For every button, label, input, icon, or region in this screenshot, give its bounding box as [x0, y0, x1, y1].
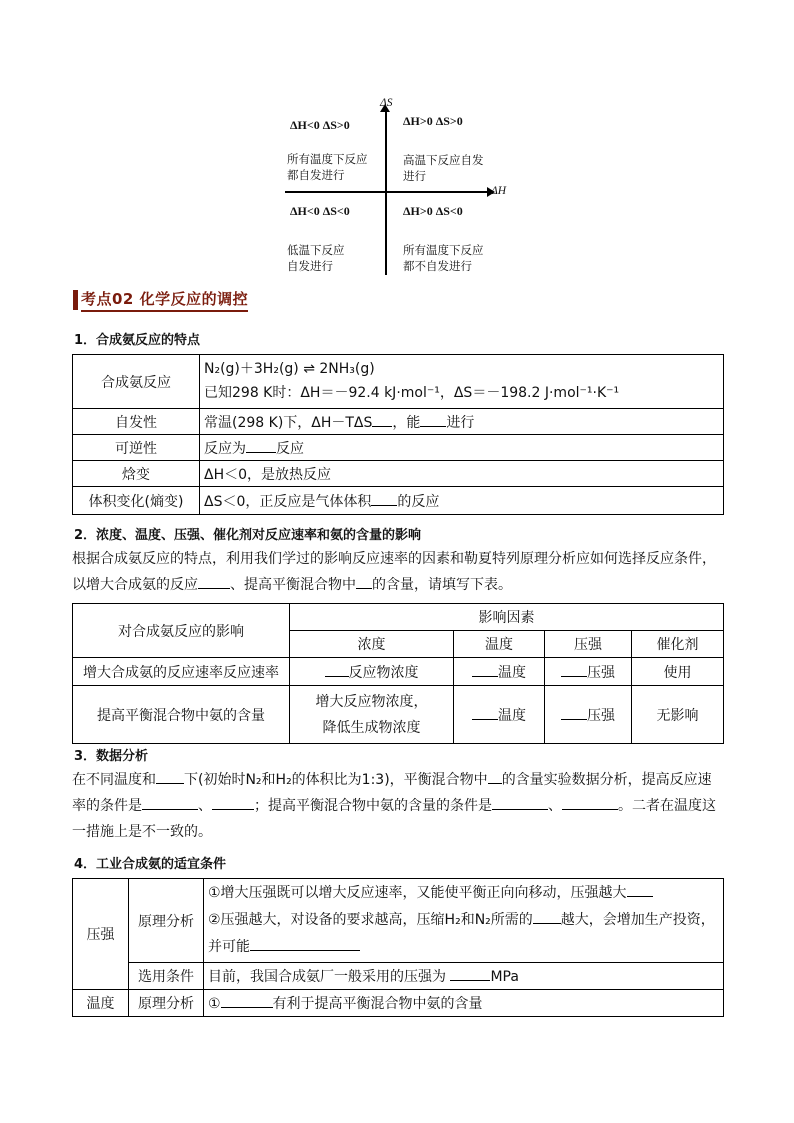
paragraph-2 — [72, 546, 728, 598]
blank[interactable] — [250, 936, 360, 951]
t3-t1-a: ① — [208, 996, 221, 1012]
t1-label-entropy: 体积变化(熵变) — [73, 487, 200, 515]
q2-text: 所有温度下反应都自发进行 — [287, 152, 368, 182]
section-title: 考点02 化学反应的调控 — [81, 288, 248, 312]
t2-row1-cat: 使用 — [632, 658, 724, 686]
para3-l2-e: 。二者在温度这 — [618, 798, 716, 814]
blank[interactable] — [325, 662, 349, 677]
t2-row2-cat: 无影响 — [632, 686, 724, 744]
para3-l2-a: 率的条件是 — [72, 798, 142, 814]
blank[interactable] — [562, 795, 618, 810]
para3-line2 — [72, 793, 728, 819]
t1-r2-text-c: 进行 — [446, 414, 475, 431]
t2-head-factors: 影响因素 — [290, 604, 724, 631]
t3-select-a: 目前，我国合成氨厂一般采用的压强为 — [208, 969, 446, 985]
t1-reaction-cell — [200, 355, 724, 409]
blank[interactable] — [246, 438, 276, 453]
t1-r3-text-a: 反应为 — [204, 440, 246, 457]
table-industrial-conditions — [72, 878, 724, 1017]
heading-1: 1．合成氨反应的特点 — [74, 333, 201, 348]
heading-4: 4．工业合成氨的适宜条件 — [74, 857, 227, 872]
t1-equation: N₂(g)＋3H₂(g) ⇌ 2NH₃(g) — [204, 360, 375, 377]
q2-condition: ΔH<0 ΔS>0 — [290, 118, 350, 132]
t1-label-spontaneity: 自发性 — [73, 409, 200, 435]
t3-label-pressure: 压强 — [73, 879, 129, 990]
blank[interactable] — [198, 574, 230, 589]
t1-label-reaction: 合成氨反应 — [73, 355, 200, 409]
blank[interactable] — [533, 909, 561, 924]
delta-h-label: ΔH — [491, 185, 507, 197]
t2-row2-pres — [545, 686, 632, 744]
paragraph-3 — [72, 767, 728, 845]
blank[interactable] — [420, 412, 446, 427]
blank[interactable] — [221, 993, 273, 1008]
t3-p3-text: 并可能 — [208, 939, 250, 955]
q3-text: 低温下反应自发进行 — [287, 243, 345, 273]
para3-line3: 一措施上是不一致的。 — [72, 824, 212, 840]
t1-r5-text-b: 的反应 — [397, 493, 440, 510]
t1-entropy-cell — [200, 487, 724, 515]
blank[interactable] — [627, 882, 653, 897]
t1-reversibility-cell — [200, 435, 724, 461]
t1-enthalpy-cell: ΔH＜0，是放热反应 — [200, 461, 724, 487]
t3-t1-b: 有利于提高平衡混合物中氨的含量 — [272, 996, 483, 1012]
q1-condition: ΔH>0 ΔS>0 — [403, 114, 463, 128]
q1-text: 高温下反应自发进行 — [403, 153, 484, 183]
t2-row1-label: 增大合成氨的反应速率反应速率 — [73, 658, 290, 686]
t1-r3-text-b: 反应 — [276, 440, 304, 457]
t2-col-pressure: 压强 — [545, 631, 632, 658]
q3-condition: ΔH<0 ΔS<0 — [290, 204, 350, 218]
t1-known-values: 已知298 K时：ΔH＝－92.4 kJ·mol⁻¹，ΔS＝－198.2 J·mol⁻¹·K⁻¹ — [204, 384, 620, 401]
t3-principle-temperature: 原理分析 — [129, 990, 204, 1017]
t2-row1-pres-text: 压强 — [587, 664, 615, 681]
q4-condition: ΔH>0 ΔS<0 — [403, 204, 463, 218]
t2-row2-conc-line2: 降低生成物浓度 — [322, 719, 421, 736]
t3-p2-a: ②压强越大，对设备的要求越高，压缩H₂和N₂所需的 — [208, 912, 533, 928]
heading-2: 2．浓度、温度、压强、催化剂对反应速率和氨的含量的影响 — [74, 528, 422, 543]
t3-principle-pressure: 原理分析 — [129, 879, 204, 963]
t3-p2 — [208, 907, 719, 934]
t3-pressure-analysis — [204, 879, 724, 963]
para3-l2-c: ；提高平衡混合物中氨的含量的条件是 — [254, 798, 492, 814]
heading-3: 3．数据分析 — [74, 749, 149, 764]
para2-line1: 根据合成氨反应的特点，利用我们学过的影响反应速率的因素和勒夏特列原理分析应如何选择反应条件， — [72, 551, 716, 567]
t3-select-cell — [204, 963, 724, 990]
section-marker — [73, 290, 78, 310]
table-factors — [72, 603, 724, 744]
t3-select-b: MPa — [490, 969, 519, 985]
blank[interactable] — [142, 795, 198, 810]
t3-temperature-analysis — [204, 990, 724, 1017]
para2-text-c: 的含量，请填写下表。 — [372, 577, 512, 593]
delta-h-axis — [285, 191, 492, 193]
para3-l2-b: 、 — [198, 798, 212, 814]
q4-text: 所有温度下反应都不自发进行 — [403, 243, 484, 273]
t2-row2-conc-line1: 增大反应物浓度， — [315, 693, 428, 710]
t2-row2-temp — [454, 686, 545, 744]
para3-l1-c: 的含量实验数据分析，提高反应速 — [501, 772, 712, 788]
t3-label-select: 选用条件 — [129, 963, 204, 990]
t2-row1-pres — [545, 658, 632, 686]
t2-row2-pres-text: 压强 — [587, 707, 615, 724]
t1-r2-text-a: 常温(298 K)下，ΔH－TΔS — [204, 414, 373, 431]
para3-l2-d: 、 — [548, 798, 562, 814]
t3-p2-b: 越大，会增加生产投资， — [560, 912, 715, 928]
para2-text-a: 以增大合成氨的反应 — [72, 577, 198, 593]
section-header — [73, 289, 248, 311]
blank[interactable] — [356, 574, 372, 589]
blank[interactable] — [156, 769, 184, 784]
t1-spontaneity-cell — [200, 409, 724, 435]
t3-p1-text: ①增大压强既可以增大反应速率，又能使平衡正向向移动，压强越大 — [208, 885, 627, 901]
t1-r2-text-b: ，能 — [392, 414, 421, 431]
t3-p3 — [208, 934, 719, 961]
para3-l1-b: 下(初始时N₂和H₂的体积比为1:3)，平衡混合物中 — [184, 772, 488, 788]
delta-s-axis — [385, 110, 387, 275]
t2-col-catalyst: 催化剂 — [632, 631, 724, 658]
t2-row1-conc — [290, 658, 454, 686]
t2-col-concentration: 浓度 — [290, 631, 454, 658]
t1-label-enthalpy: 焓变 — [73, 461, 200, 487]
blank[interactable] — [561, 705, 587, 720]
para3-line1 — [72, 767, 728, 793]
blank[interactable] — [492, 795, 548, 810]
blank[interactable] — [488, 769, 502, 784]
para2-line2 — [72, 572, 728, 598]
t2-row2-label: 提高平衡混合物中氨的含量 — [73, 686, 290, 744]
blank[interactable] — [472, 705, 498, 720]
t1-r5-text-a: ΔS＜0，正反应是气体体积 — [204, 493, 372, 510]
blank[interactable] — [212, 795, 254, 810]
t2-row1-temp — [454, 658, 545, 686]
t2-row1-temp-text: 温度 — [498, 664, 526, 681]
t2-col-temperature: 温度 — [454, 631, 545, 658]
blank[interactable] — [371, 491, 397, 506]
blank[interactable] — [561, 662, 587, 677]
t1-label-reversibility: 可逆性 — [73, 435, 200, 461]
blank[interactable] — [450, 966, 490, 981]
blank[interactable] — [472, 662, 498, 677]
para2-text-b: 、提高平衡混合物中 — [230, 577, 356, 593]
t3-p1 — [208, 880, 719, 907]
delta-s-label: ΔS — [380, 97, 393, 109]
blank[interactable] — [372, 412, 392, 427]
t2-row2-temp-text: 温度 — [498, 707, 526, 724]
t2-row2-conc — [290, 686, 454, 744]
t2-row1-conc-text: 反应物浓度 — [348, 664, 419, 681]
t3-label-temperature: 温度 — [73, 990, 129, 1017]
para3-l1-a: 在不同温度和 — [72, 772, 156, 788]
table-ammonia-features — [72, 354, 724, 515]
t2-head-effect: 对合成氨反应的影响 — [73, 604, 290, 658]
